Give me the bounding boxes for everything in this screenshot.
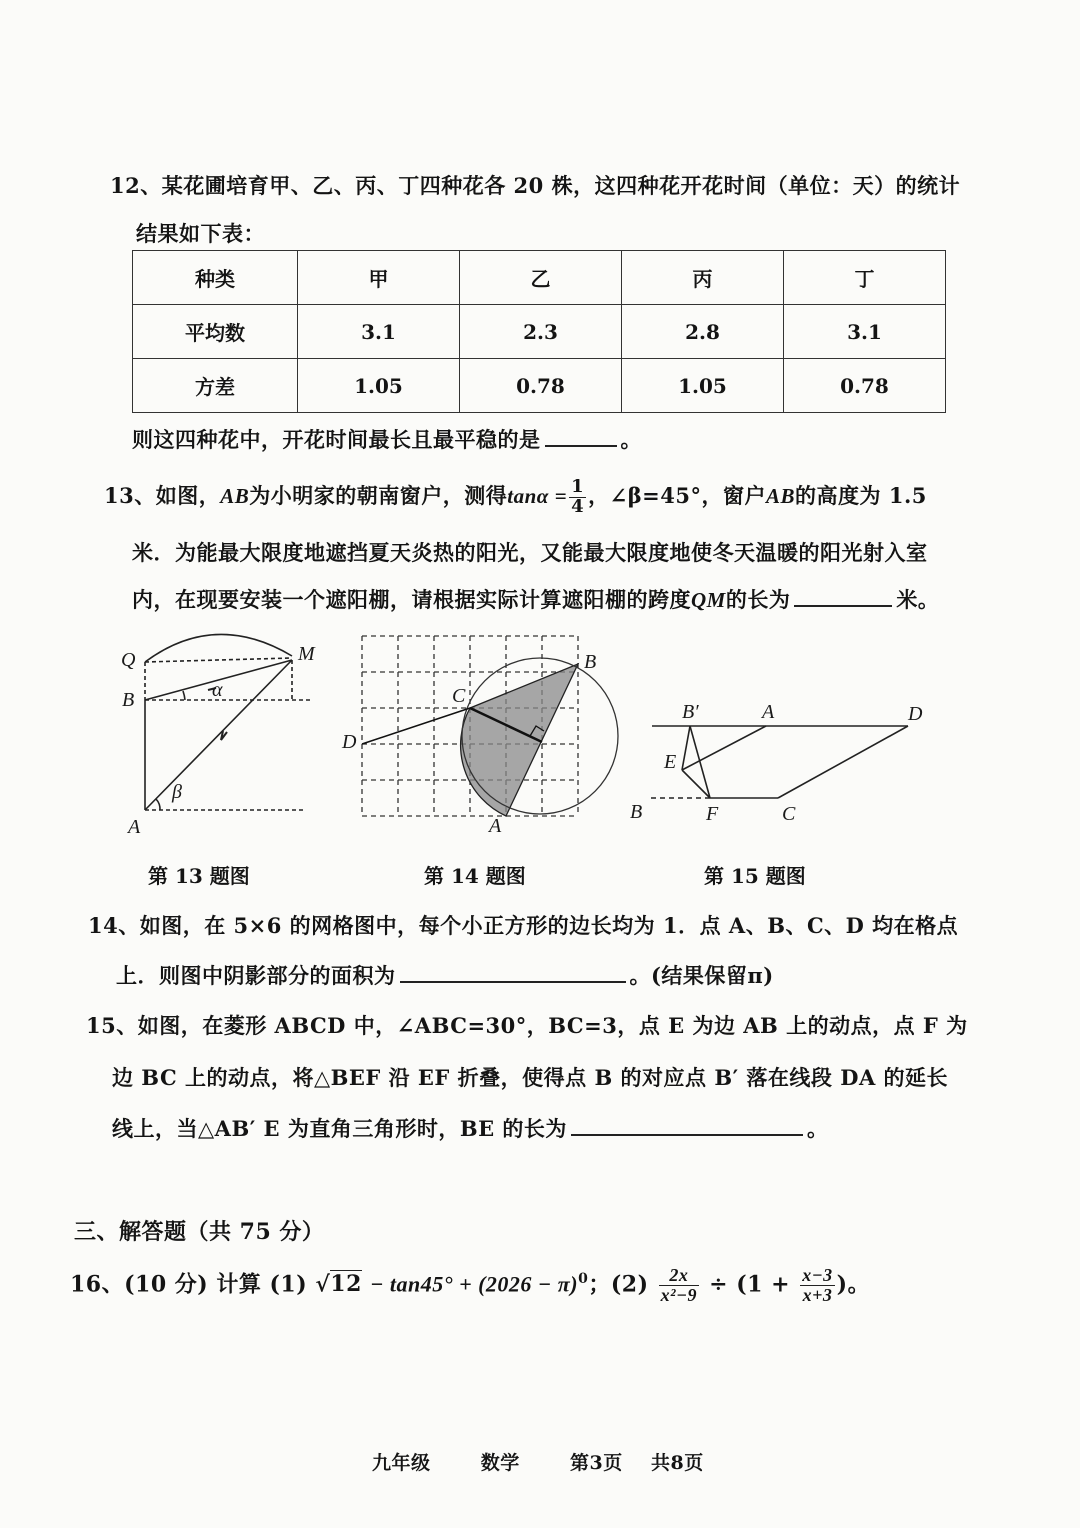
q16-text: 16、(10 分) 计算 (1) [70,1271,308,1298]
label-beta: β [172,781,182,803]
table-row [133,305,946,359]
answer-blank-12[interactable] [545,444,617,447]
sqrt-sign-icon: √ [315,1271,331,1298]
table-cell: 方差 [133,359,298,413]
footer-grade: 九年级 [372,1452,431,1474]
q12-line2: 结果如下表： [136,221,265,246]
table-header-cell: 乙 [460,251,622,305]
q16-text: ；(2) [588,1271,649,1298]
label-C-14: C [452,685,466,707]
label-D-15: D [908,703,923,725]
frac-numerator: 2x [659,1266,699,1286]
frac-denominator: x²−9 [660,1284,697,1305]
q13-var: QM [691,588,726,612]
q14-text: 。(结果保留π) [629,963,774,988]
arrow-beta-icon [221,731,227,740]
label-A: A [128,816,141,838]
table-cell: 1.05 [298,359,460,413]
table-header-cell: 种类 [133,251,298,305]
frac-numerator: x−3 [802,1265,833,1285]
answer-blank-14[interactable] [400,980,626,983]
segment-EA [682,726,766,770]
q15-text: 。 [806,1116,829,1141]
footer-subject: 数学 [480,1452,520,1474]
arc-awning [145,634,292,662]
q13-var: AB [220,483,250,508]
q13-text: 的高度为 1.5 [795,482,927,508]
fraction-2 [800,1266,834,1305]
figure-15 [650,726,908,798]
fraction [569,478,586,517]
q13-text: 米。 [896,587,940,612]
segment-Bp-E [682,726,690,770]
figure-14 [362,636,618,816]
q13-line1 [104,478,927,517]
angle-beta-mark [156,799,160,810]
q15-line1: 15、如图，在菱形 ABCD 中，∠ABC=30°，BC=3，点 E 为边 AB 上的动点，点 F 为 [86,1013,968,1038]
table-header-cell: 甲 [298,251,460,305]
q15-line3 [112,1113,828,1143]
label-C-15: C [782,803,796,825]
figure-13 [145,634,312,810]
fraction-1 [659,1266,699,1305]
table-cell: 平均数 [133,305,298,359]
footer-total: 共8页 [651,1452,704,1474]
caption-fig13: 第 13 题图 [148,864,250,888]
q13-text: 的长为 [725,587,791,612]
q13-line2: 米．为能最大限度地遮挡夏天炎热的阳光，又能最大限度地使冬天温暖的阳光射入室 [132,540,928,565]
figures [0,620,1080,860]
q12-line1: 12、某花圃培育甲、乙、丙、丁四种花各 20 株，这四种花开花时间（单位：天）的统计 [110,173,961,198]
q13-text: 内，在现要安装一个遮阳棚，请根据实际计算遮阳棚的跨度 [132,587,691,612]
table-row [133,359,946,413]
q14-line1: 14、如图，在 5×6 的网格图中，每个小正方形的边长均为 1．点 A、B、C、D 均在格点 [88,913,959,938]
q13-tan: tanα = [507,483,568,508]
q12-question [132,424,642,454]
footer-page: 第3页 [570,1452,623,1474]
section-3-heading: 三、解答题（共 75 分） [74,1219,325,1245]
q14-text: 上．则图中阴影部分的面积为 [116,963,396,988]
caption-fig15: 第 15 题图 [704,864,806,888]
frac-denominator: 4 [571,495,585,517]
q12-question-end: 。 [620,427,642,452]
answer-blank-13[interactable] [794,604,892,607]
table-header-cell: 丙 [622,251,784,305]
segment-DC [778,726,908,798]
q15-text: 线上，当△AB′ E 为直角三角形时，BE 的长为 [112,1116,567,1141]
q12-question-text: 则这四种花中，开花时间最长且最平稳的是 [132,427,541,452]
table-cell: 2.8 [622,305,784,359]
label-B-15: B [630,801,643,823]
table-cell: 3.1 [784,305,946,359]
q13-text: ，∠β=45°，窗户 [588,482,767,508]
label-B: B [122,689,135,711]
label-Bp-15: B′ [682,701,699,723]
q13-var: AB [766,483,796,508]
q16-line [70,1266,870,1305]
table-cell: 2.3 [460,305,622,359]
q16-text: − tan45° + (2026 − π) [370,1271,579,1297]
table-cell: 0.78 [460,359,622,413]
label-B-14: B [584,651,597,673]
table-cell: 0.78 [784,359,946,413]
label-F-15: F [706,803,719,825]
q13-text: 为小明家的朝南窗户，测得 [249,482,508,508]
q15-line2: 边 BC 上的动点，将△BEF 沿 EF 折叠，使得点 B 的对应点 B′ 落在线段 DA 的延长 [112,1065,949,1090]
label-E-15: E [664,751,677,773]
label-D-14: D [342,731,357,753]
label-A-14: A [489,815,502,837]
q14-line2 [116,960,774,990]
frac-numerator: 1 [571,476,585,497]
label-alpha: α [212,679,223,701]
q16-text: ÷ (1 + [709,1271,791,1298]
q16-exponent: 0 [578,1271,589,1288]
q13-line3 [132,584,939,614]
q13-text: 13、如图， [104,482,221,508]
label-A-15: A [762,701,775,723]
table-cell: 3.1 [298,305,460,359]
segment-QM [145,658,292,662]
shaded-region [461,664,578,816]
q16-text: )。 [836,1271,871,1298]
label-Q: Q [121,649,136,671]
stats-table [132,250,946,413]
table-cell: 1.05 [622,359,784,413]
answer-blank-15[interactable] [571,1133,803,1136]
footer [372,1448,704,1475]
table-header-row [133,251,946,305]
caption-fig14: 第 14 题图 [424,864,526,888]
frac-denominator: x+3 [802,1284,833,1305]
label-M: M [298,643,315,665]
table-header-cell: 丁 [784,251,946,305]
q16-radicand: 12 [330,1271,362,1298]
segment-DC [362,708,470,744]
angle-alpha-mark [183,691,185,700]
